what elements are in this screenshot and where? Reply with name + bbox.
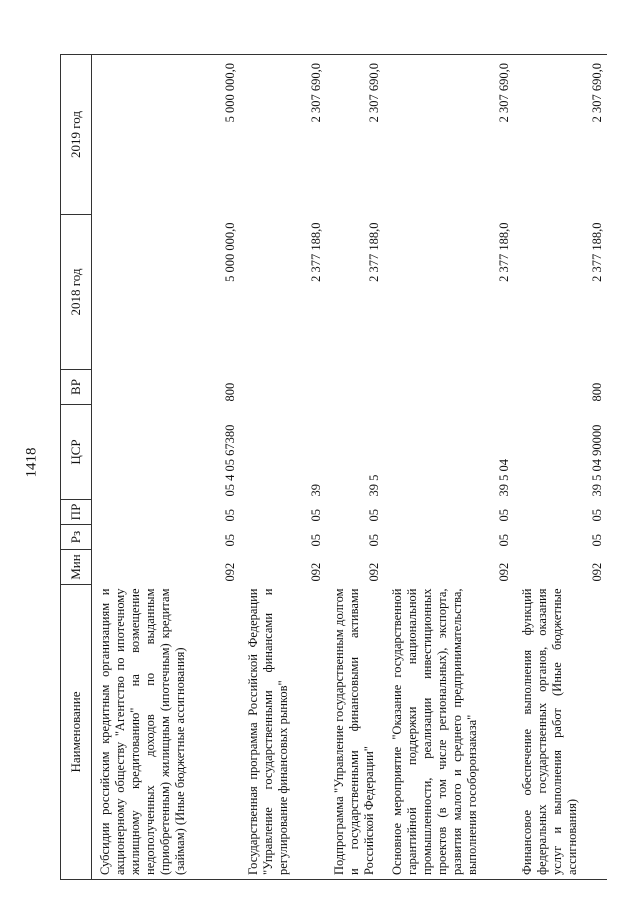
- row-name: Государственная программа Российской Федерации "Управление государственными финансами и регулирование финансовых рынков": [240, 585, 326, 880]
- table-header: [61, 55, 92, 880]
- header-csr: ЦСР: [61, 405, 92, 500]
- row-min: 092: [366, 562, 381, 582]
- row-vr: [384, 370, 514, 405]
- row-csr: 05 4 05 67380: [222, 424, 237, 497]
- row-pr: 05: [222, 509, 237, 522]
- rotated-page-content: [60, 55, 605, 880]
- row-csr: 39 5: [366, 474, 381, 497]
- header-2018: 2018 год: [61, 215, 92, 370]
- row-2019: 2 307 690,0: [326, 55, 384, 215]
- row-2019: 5 000 000,0: [92, 55, 240, 215]
- row-rz: 05: [308, 534, 323, 547]
- header-pr: ПР: [61, 500, 92, 525]
- row-2018: 2 377 188,0: [589, 222, 604, 282]
- row-min: 092: [222, 562, 237, 582]
- row-pr: 05: [308, 509, 323, 522]
- row-2018: 2 377 188,0: [308, 222, 323, 282]
- page-number: 1418: [23, 447, 40, 478]
- table-row: [326, 55, 384, 880]
- row-2018: 5 000 000,0: [222, 222, 237, 282]
- budget-table: [60, 54, 607, 880]
- row-vr: [240, 370, 326, 405]
- row-min: 092: [589, 562, 604, 582]
- row-2019: 2 307 690,0: [240, 55, 326, 215]
- table-row: [384, 55, 514, 880]
- row-rz: 05: [222, 534, 237, 547]
- row-min: 092: [496, 562, 511, 582]
- header-min: Мин: [61, 550, 92, 585]
- row-vr: 800: [589, 382, 604, 402]
- header-2019: 2019 год: [61, 55, 92, 215]
- row-name: Основное мероприятие "Оказание государственной гарантийной поддержки национальной промышленности, реализации инвестиционных проектов (в том числе региональных), экспорта, развития малого и среднего предпринимательства, выполнения гособоронзаказа": [384, 585, 514, 880]
- header-name: Наименование: [61, 585, 92, 880]
- row-2018: 2 377 188,0: [366, 222, 381, 282]
- row-csr: 39 5 04: [496, 459, 511, 497]
- row-pr: 05: [366, 509, 381, 522]
- row-rz: 05: [366, 534, 381, 547]
- table-row: [514, 55, 607, 880]
- table-row: [92, 55, 240, 880]
- row-name: Подпрограмма "Управление государственным долгом и государственными финансовыми активами Российской Федерации": [326, 585, 384, 880]
- row-pr: 05: [589, 509, 604, 522]
- row-rz: 05: [496, 534, 511, 547]
- header-vr: ВР: [61, 370, 92, 405]
- row-vr: [326, 370, 384, 405]
- row-pr: 05: [496, 509, 511, 522]
- row-rz: 05: [589, 534, 604, 547]
- row-vr: 800: [222, 382, 237, 402]
- row-name: Финансовое обеспечение выполнения функций федеральных государственных органов, оказания услуг и выполнения работ (Иные бюджетные ассигнования): [514, 585, 607, 880]
- row-2019: 2 307 690,0: [384, 55, 514, 215]
- table-row: [240, 55, 326, 880]
- row-csr: 39 5 04 90000: [589, 424, 604, 497]
- row-min: 092: [308, 562, 323, 582]
- row-name: Субсидии российским кредитным организациям и акционерному обществу "Агентство по ипотечному жилищному кредитованию" на возмещение недополученных доходов по выданным (приобретенным) жилищным (ипотечным) кредитам (займам) (Иные бюджетные ассигнования): [92, 585, 240, 880]
- row-2019: 2 307 690,0: [514, 55, 607, 215]
- row-2018: 2 377 188,0: [496, 222, 511, 282]
- row-csr: 39: [308, 484, 323, 497]
- header-rz: Рз: [61, 525, 92, 550]
